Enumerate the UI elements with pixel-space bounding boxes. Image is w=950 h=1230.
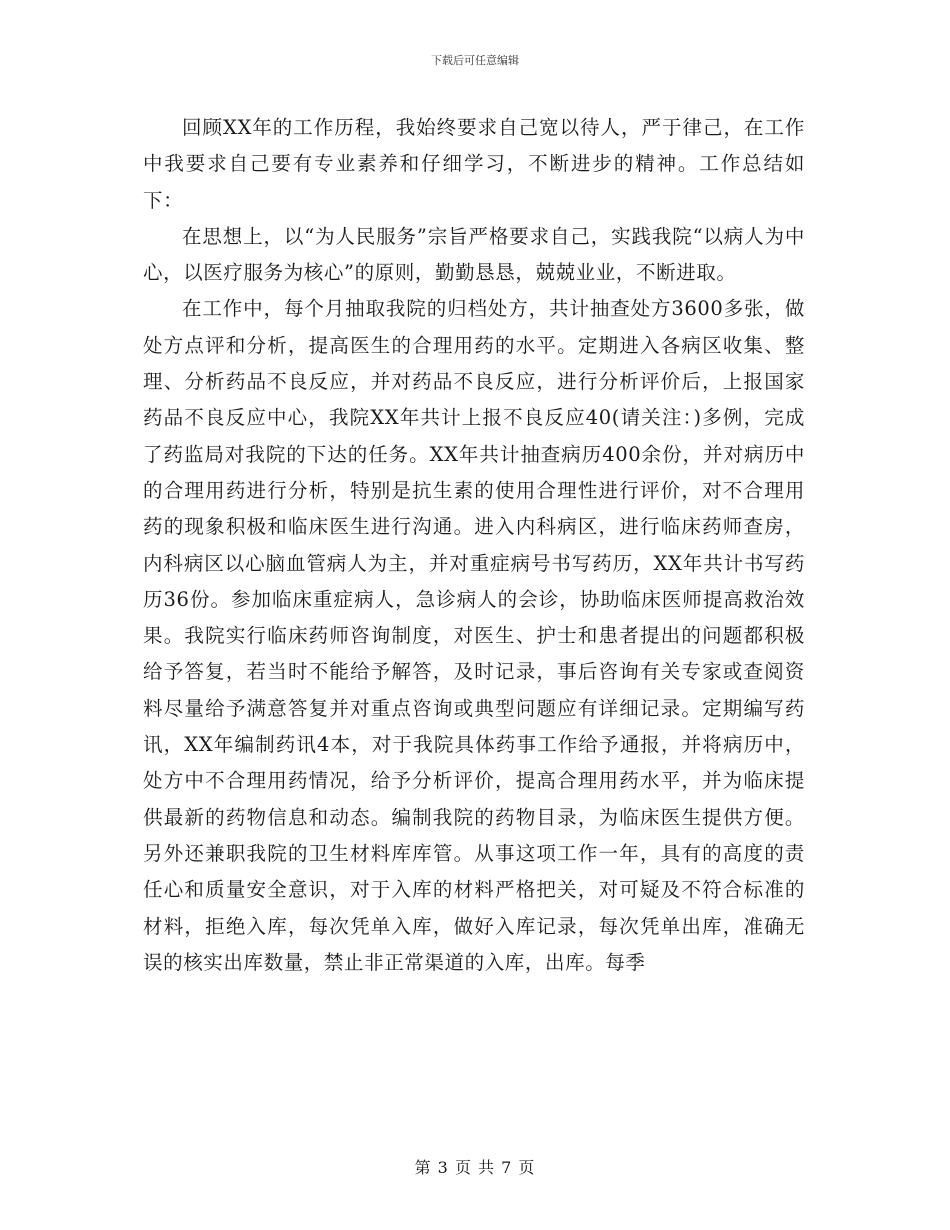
page-footer: 第 3 页 共 7 页 <box>414 1158 536 1177</box>
paragraph-work: 在工作中，每个月抽取我院的归档处方，共计抽查处方3600多张，做处方点评和分析，提高医生的合理用药的水平。定期进入各病区收集、整理、分析药品不良反应，并对药品不良反应，进行分析评价后，上报国家药品不良反应中心，我院XX年共计上报不良反应40(请关注：)多例，完成了药监局对我院的下达的任务。XX年共计抽查病历400余份，并对病历中的合理用药进行分析，特别是抗生素的使用合理性进行评价，对不合理用药的现象积极和临床医生进行沟通。进入内科病区，进行临床药师查房，内科病区以心脑血管病人为主，并对重症病号书写药历，XX年共计书写药历36份。参加临床重症病人，急诊病人的会诊，协助临床医师提高救治效果。我院实行临床药师咨询制度，对医生、护士和患者提出的问题都积极给予答复，若当时不能给予解答，及时记录，事后咨询有关专家或查阅资料尽量给予满意答复并对重点咨询或典型问题应有详细记录。定期编写药讯，XX年编制药讯4本，对于我院具体药事工作给予通报，并将病历中，处方中不合理用药情况，给予分析评价，提高合理用药水平，并为临床提供最新的药物信息和动态。编制我院的药物目录，为临床医生提供方便。另外还兼职我院的卫生材料库库管。从事这项工作一年，具有的高度的责任心和质量安全意识，对于入库的材料严格把关，对可疑及不符合标准的材料，拒绝入库，每次凭单入库，做好入库记录，每次凭单出库，准确无误的核实出库数量，禁止非正常渠道的入库，出库。每季 <box>143 297 805 974</box>
paragraph-ideology: 在思想上，以“为人民服务”宗旨严格要求自己，实践我院“以病人为中心，以医疗服务为核心”的原则，勤勤恳恳，兢兢业业，不断进取。 <box>143 224 805 285</box>
page-header: 下载后可任意编辑 <box>431 54 519 67</box>
paragraph-intro: 回顾XX年的工作历程，我始终要求自己宽以待人，严于律己，在工作中我要求自己要有专业素养和仔细学习，不断进步的精神。工作总结如下： <box>143 116 805 212</box>
document-body <box>143 110 805 981</box>
